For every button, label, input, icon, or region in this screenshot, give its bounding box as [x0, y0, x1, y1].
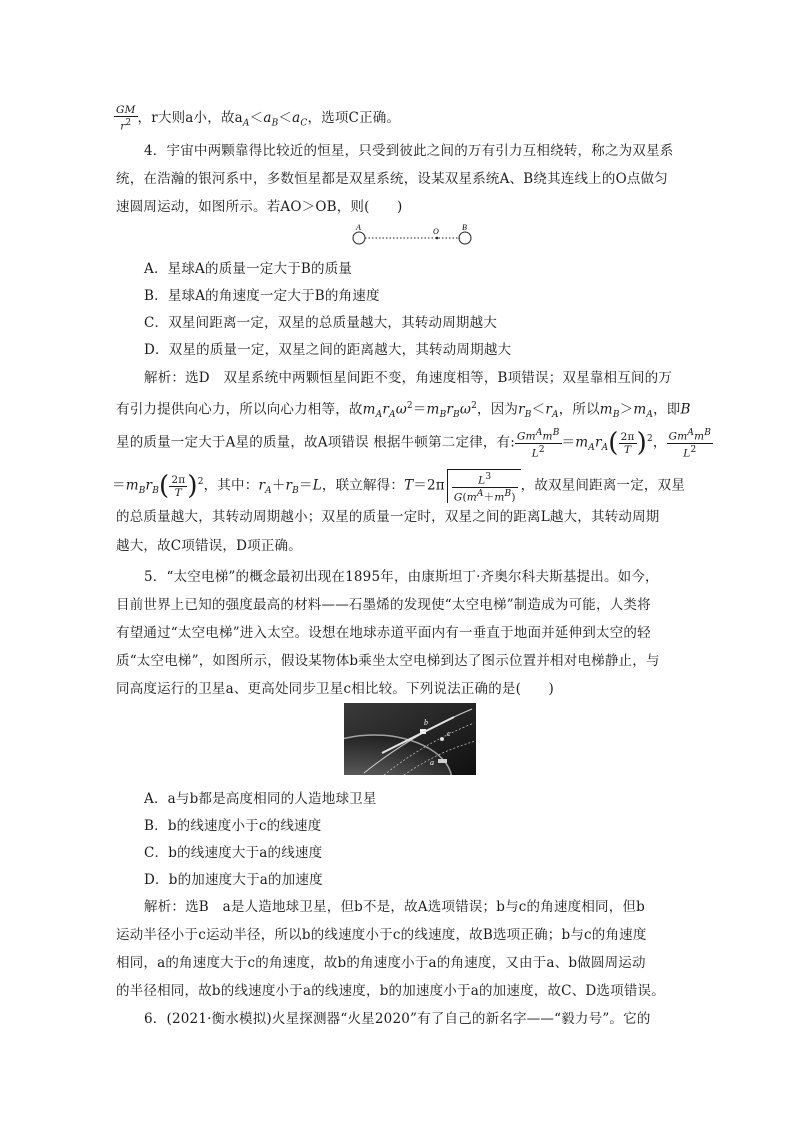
- q4-option-c[interactable]: C．双星间距离一定，双星的总质量越大，其转动周期越大: [144, 315, 498, 331]
- q4-analysis-text-4c: ，联立解得：: [321, 477, 405, 494]
- binary-star-diagram: [350, 222, 476, 250]
- q4-option-b[interactable]: B．星球A的角速度一定大于B的角速度: [144, 288, 380, 304]
- formula-gravity-a: $\frac{Gm^Am^B}{L^2}$: [517, 428, 560, 459]
- q4-analysis-line-1: 解析：选D 双星系统中两颗恒星间距不变，角速度相等，B项错误；双星靠相互间的万: [144, 370, 673, 386]
- previous-answer-text: ，r大则a小，故a: [137, 109, 243, 126]
- q4-analysis-line-5: 的总质量越大，其转动周期越小；双星的质量一定时，双星之间的距离L越大，其转动周期: [116, 509, 660, 525]
- q5-stem-line-1: 5．“太空电梯”的概念最初出现在1895年，由康斯坦丁·齐奥尔科夫斯基提出。如今，: [144, 569, 659, 585]
- q5-option-c[interactable]: C．b的线速度大于a的线速度: [144, 845, 323, 861]
- q4-analysis-text-4b: ，其中：: [203, 477, 259, 494]
- q5-stem-line-5: 同高度运行的卫星a、更高处同步卫星c相比较。下列说法正确的是( ): [116, 681, 554, 697]
- q4-analysis-line-4: $=m_Br_B$( $\frac{2\pi}{T}$ )$^2$，其中：$r_A+r_B=L$，联立解得：T＝2π $\frac{L^3}{G(m^A+m^B)}$ ，故双星间距离一定，双星: [112, 471, 686, 503]
- q4-stem-line-2: 统，在浩瀚的银河系中，多数恒星都是双星系统，设某双星系统A、B绕其连线上的O点做匀: [116, 171, 668, 187]
- photo-label-b: b: [424, 718, 428, 727]
- q5-analysis-line-1: 解析：选B a是人造地球卫星，但b不是，故A选项错误；b与c的角速度相同，但b: [144, 899, 646, 915]
- formula-gravity-b: $\frac{Gm^Am^B}{L^2}$: [668, 428, 712, 459]
- q4-option-a[interactable]: A．星球A的质量一定大于B的质量: [144, 261, 353, 277]
- photo-label-a: a: [430, 758, 434, 767]
- q4-analysis-text-4d: ，故双星间距离一定，双星: [520, 477, 686, 494]
- previous-answer-tail: $\frac{GM}{r^2}$ ，r大则a小，故$a_A<a_B<a_C$，选项C正确。: [116, 104, 401, 133]
- q4-analysis-text-3: 星的质量一定大于A星的质量，故A项错误 根据牛顿第二定律，有:: [116, 434, 516, 451]
- q4-stem-line-3: 速圆周运动，如图所示。若AO＞OB，则( ): [116, 199, 403, 215]
- fraction-gm-r2: $\frac{GM}{r^2}$: [116, 104, 136, 133]
- q5-analysis-line-3: 相同，a的角速度大于c的角速度，故b的角速度小于a的角速度，又由于a、b做圆周运动: [116, 955, 646, 971]
- photo-label-c: c: [447, 729, 451, 738]
- q5-option-d[interactable]: D．b的加速度大于a的加速度: [144, 872, 323, 888]
- q4-analysis-line-6: 越大，故C项错误，D项正确。: [116, 538, 302, 554]
- label-a: A: [356, 223, 361, 232]
- q5-analysis-line-2: 运动半径小于c运动半径，所以b的线速度小于c的线速度，故B选项正确；b与c的角速度: [116, 927, 647, 943]
- q5-stem-line-3: 有望通过“太空电梯”进入太空。设想在地球赤道平面内有一垂直于地面并延伸到太空的轻: [116, 625, 651, 641]
- q4-stem-line-1: 4．宇宙中两颗靠得比较近的恒星，只受到彼此之间的万有引力互相绕转，称之为双星系: [144, 143, 674, 159]
- q4-analysis-text-2: 有引力提供向心力，所以向心力相等，故: [116, 401, 363, 418]
- q5-stem-line-4: 质“太空电梯”，如图所示，假设某物体b乘坐太空电梯到达了图示位置并相对电梯静止，与: [116, 653, 660, 669]
- label-b: B: [462, 223, 467, 232]
- formula-period: $\frac{L^3}{G(m^A+m^B)}$: [447, 469, 521, 503]
- q6-stem-line-1: 6．(2021·衡水模拟)火星探测器“火星2020”有了自己的新名字——“毅力号”。它的: [144, 1011, 651, 1027]
- space-elevator-image: [344, 703, 476, 775]
- q4-analysis-line-3: 星的质量一定大于A星的质量，故A项错误 根据牛顿第二定律，有: $\frac{Gm^Am^B}{L^2}$ $=m_Ar_A$( $\frac{2\pi}{T}$ )$^2$， $\frac{Gm^Am^B}{L^2}$: [116, 428, 712, 459]
- q4-option-d[interactable]: D．双星的质量一定，双星之间的距离越大，其转动周期越大: [144, 342, 512, 358]
- q5-stem-line-2: 目前世界上已知的强度最高的材料——石墨烯的发现使“太空电梯”制造成为可能，人类将: [116, 597, 651, 613]
- q5-option-a[interactable]: A．a与b都是高度相同的人造地球卫星: [144, 791, 377, 807]
- label-o: O: [433, 227, 439, 236]
- q5-analysis-line-4: 的半径相同，故b的线速度小于a的线速度，b的加速度小于a的加速度，故C、D选项错误。: [116, 983, 665, 999]
- q4-analysis-line-2: 有引力提供向心力，所以向心力相等，故$m_Ar_A\omega^2=m_Br_B\omega^2$，因为$r_B<r_A$，所以$m_B>m_A$，即B: [116, 401, 691, 421]
- q5-option-b[interactable]: B．b的线速度小于c的线速度: [144, 818, 322, 834]
